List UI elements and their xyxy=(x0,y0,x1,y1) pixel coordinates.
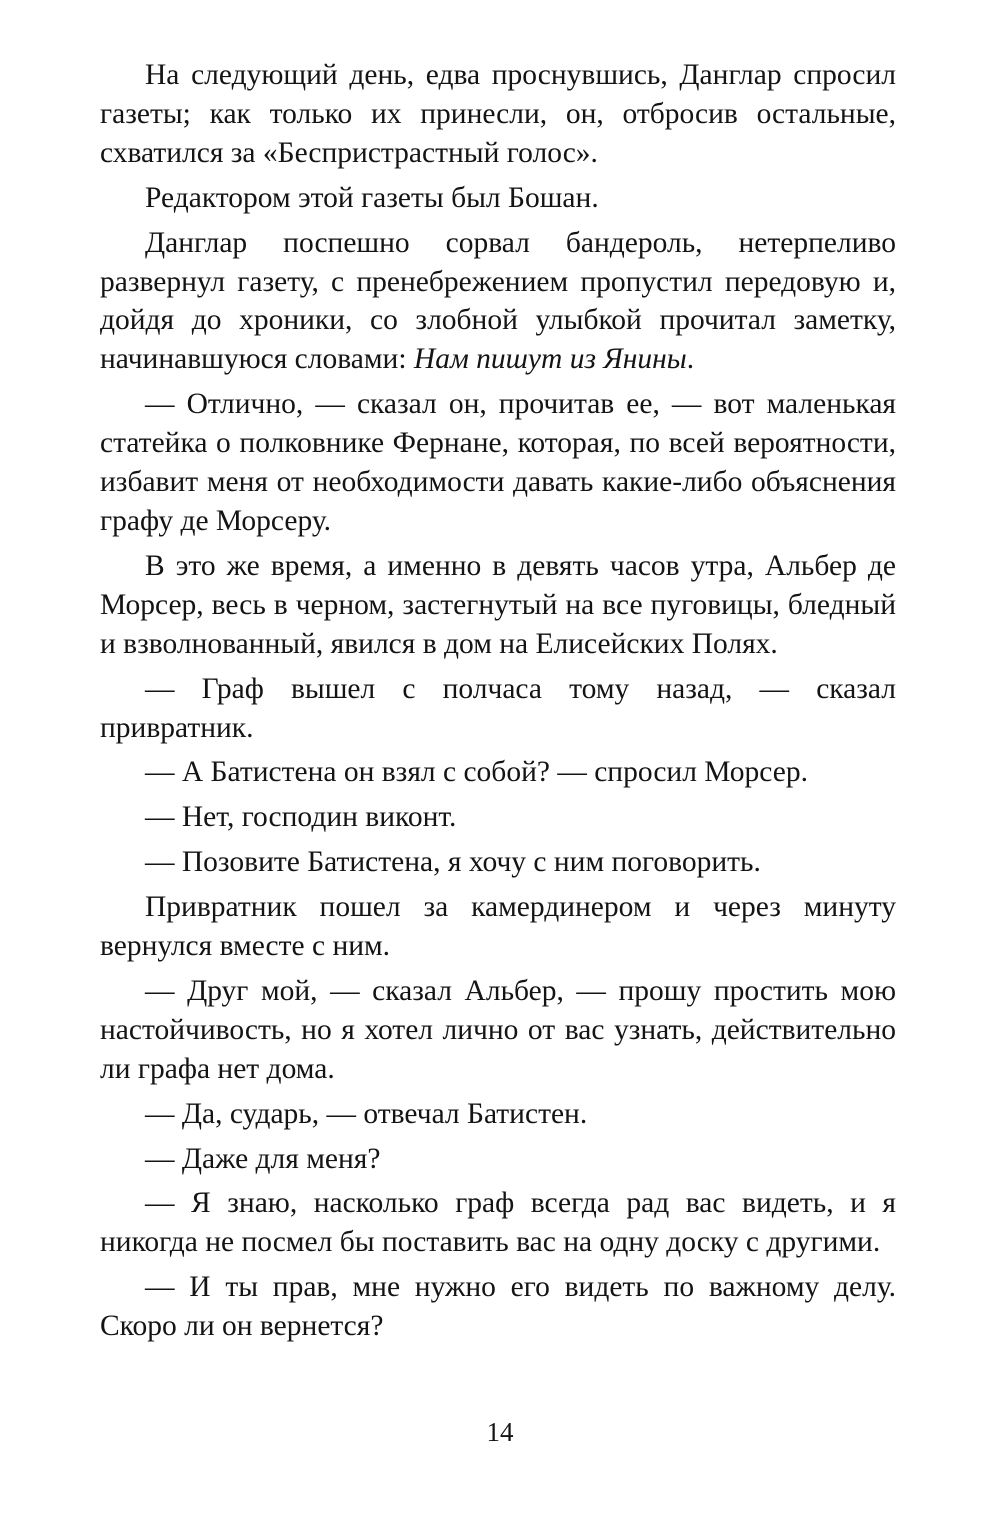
page-body xyxy=(100,56,896,1352)
paragraph-10: Привратник пошел за камердинером и через минуту вернулся вместе с ним. xyxy=(100,891,896,963)
paragraph-3-tail: . xyxy=(686,343,695,376)
paragraph-3-text: Данглар поспешно сорвал бандероль, нетерпеливо развернул газету, с пренебрежением пропустил передовую и, дойдя до хроники, со злобной улыбкой прочитал заметку, начинавшуюся словами: xyxy=(100,226,896,376)
paragraph-3-italic-quote: Нам пишут из Янины xyxy=(413,343,687,376)
paragraph-6: — Граф вышел с полчаса тому назад, — сказал привратник. xyxy=(100,672,896,744)
paragraph-11: — Друг мой, — сказал Альбер, — прошу простить мою настойчивость, но я хотел лично от вас узнать, действительно ли графа нет дома. xyxy=(100,974,896,1085)
paragraph-3 xyxy=(100,224,896,380)
paragraph-9: — Позовите Батистена, я хочу с ним поговорить. xyxy=(145,846,761,879)
paragraph-1: На следующий день, едва проснувшись, Данглар спросил газеты; как только их принесли, он, отбросив остальные, схватился за «Беспристрастный голос». xyxy=(100,59,896,169)
paragraph-4: — Отлично, — сказал он, прочитав ее, — вот маленькая статейка о полковнике Фернане, которая, по всей вероятности, избавит меня от необходимости давать какие-либо объяснения графу де Морсеру. xyxy=(100,388,896,537)
paragraph-15: — И ты прав, мне нужно его видеть по важному делу. Скоро ли он вернется? xyxy=(100,1271,896,1343)
paragraph-8: — Нет, господин виконт. xyxy=(145,801,457,834)
paragraph-13: — Даже для меня? xyxy=(145,1142,381,1175)
paragraph-2: Редактором этой газеты был Бошан. xyxy=(145,181,599,214)
paragraph-7: — А Батистена он взял с собой? — спросил Морсер. xyxy=(145,756,808,789)
paragraph-5: В это же время, а именно в девять часов утра, Альбер де Морсер, весь в черном, застегнутый на все пуговицы, бледный и взволнованный, явился в дом на Елисейских Полях. xyxy=(100,549,896,660)
paragraph-12: — Да, сударь, — отвечал Батистен. xyxy=(145,1097,588,1130)
page-number: 14 xyxy=(486,1417,514,1447)
paragraph-14: — Я знаю, насколько граф всегда рад вас видеть, и я никогда не посмел бы поставить вас на одну доску с другими. xyxy=(100,1187,896,1259)
